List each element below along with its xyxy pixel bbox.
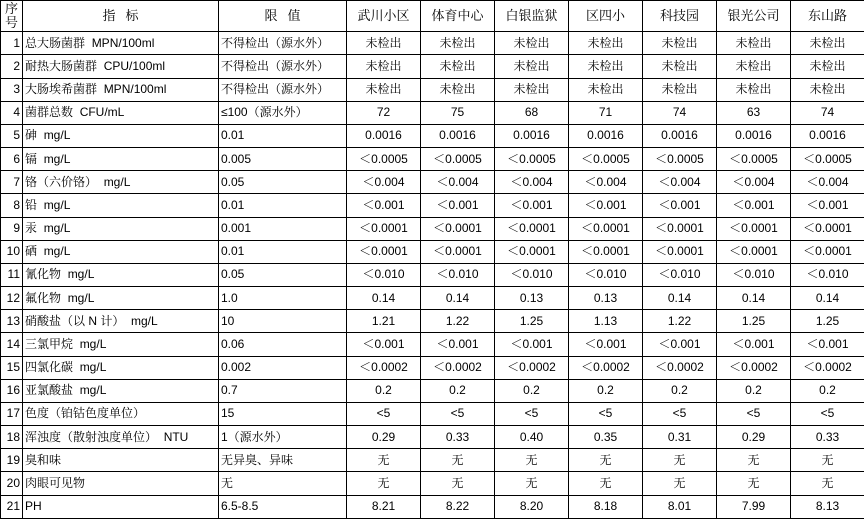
- measurement-value: ＜0.010: [347, 263, 421, 286]
- table-row: [1, 356, 864, 379]
- measurement-value: 未检出: [421, 78, 495, 101]
- indicator-name-cell: [23, 449, 219, 472]
- indicator-unit: mg/L: [79, 383, 107, 398]
- indicator-name: 氟化物: [25, 290, 62, 305]
- limit-value: 1（源水外）: [219, 426, 347, 449]
- indicator-unit: mg/L: [43, 197, 71, 212]
- measurement-value: 8.20: [495, 495, 569, 518]
- measurement-value: ＜0.0001: [495, 217, 569, 240]
- measurement-value: 0.14: [643, 287, 717, 310]
- indicator-name-cell: [23, 217, 219, 240]
- row-number: 8: [1, 194, 23, 217]
- indicator-unit: mg/L: [67, 267, 95, 282]
- measurement-value: ＜0.004: [495, 171, 569, 194]
- measurement-value: 0.14: [421, 287, 495, 310]
- table-row: [1, 148, 864, 171]
- measurement-value: 1.22: [421, 310, 495, 333]
- measurement-value: 无: [643, 472, 717, 495]
- row-number: 11: [1, 263, 23, 286]
- table-row: [1, 449, 864, 472]
- measurement-value: 0.31: [643, 426, 717, 449]
- measurement-value: ＜0.0002: [643, 356, 717, 379]
- measurement-value: ＜0.001: [347, 194, 421, 217]
- table-row: [1, 287, 864, 310]
- measurement-value: ＜0.010: [421, 263, 495, 286]
- measurement-value: 1.22: [643, 310, 717, 333]
- table-row: [1, 310, 864, 333]
- indicator-unit: MPN/100ml: [103, 82, 167, 96]
- measurement-value: 无: [717, 449, 791, 472]
- measurement-value: ＜0.004: [347, 171, 421, 194]
- measurement-value: 无: [421, 472, 495, 495]
- row-number: 9: [1, 217, 23, 240]
- column-header-no-line1: 序: [4, 0, 18, 16]
- row-number: 3: [1, 78, 23, 101]
- measurement-value: ＜0.0005: [495, 148, 569, 171]
- measurement-value: 无: [643, 449, 717, 472]
- indicator-name: PH: [25, 499, 42, 514]
- measurement-value: 未检出: [495, 78, 569, 101]
- column-header-site-0: 武川小区: [347, 1, 421, 32]
- limit-value: 0.7: [219, 379, 347, 402]
- table-row: [1, 55, 864, 78]
- measurement-value: 1.25: [495, 310, 569, 333]
- indicator-unit: NTU: [163, 429, 189, 444]
- measurement-value: 0.40: [495, 426, 569, 449]
- row-number: 17: [1, 402, 23, 425]
- limit-value: 无: [219, 472, 347, 495]
- table-row: [1, 263, 864, 286]
- indicator-unit: mg/L: [43, 128, 71, 143]
- measurement-value: 无: [421, 449, 495, 472]
- table-row: [1, 78, 864, 101]
- measurement-value: 未检出: [791, 55, 864, 78]
- indicator-name-cell: [23, 101, 219, 124]
- table-row: [1, 171, 864, 194]
- measurement-value: <5: [791, 402, 864, 425]
- indicator-name-cell: [23, 426, 219, 449]
- measurement-value: 71: [569, 101, 643, 124]
- measurement-value: 8.01: [643, 495, 717, 518]
- measurement-value: ＜0.0001: [717, 217, 791, 240]
- measurement-value: 8.22: [421, 495, 495, 518]
- measurement-value: ＜0.010: [717, 263, 791, 286]
- measurement-value: ＜0.0001: [643, 217, 717, 240]
- indicator-unit: CPU/100ml: [103, 58, 166, 73]
- row-number: 5: [1, 124, 23, 147]
- row-number: 13: [1, 310, 23, 333]
- indicator-name: 四氯化碳: [25, 360, 74, 375]
- measurement-value: ＜0.0001: [421, 217, 495, 240]
- indicator-unit: mg/L: [79, 336, 107, 351]
- measurement-value: <5: [717, 402, 791, 425]
- limit-value: ≤100（源水外）: [219, 101, 347, 124]
- row-number: 1: [1, 32, 23, 55]
- measurement-value: 未检出: [791, 78, 864, 101]
- indicator-unit: mg/L: [43, 221, 71, 236]
- measurement-value: 未检出: [791, 32, 864, 55]
- measurement-value: 8.18: [569, 495, 643, 518]
- limit-value: 不得检出（源水外）: [219, 32, 347, 55]
- indicator-name: 臭和味: [25, 452, 62, 467]
- measurement-value: ＜0.0005: [717, 148, 791, 171]
- indicator-unit: mg/L: [43, 244, 71, 259]
- row-number: 2: [1, 55, 23, 78]
- table-row: [1, 426, 864, 449]
- measurement-value: ＜0.0002: [347, 356, 421, 379]
- indicator-unit: mg/L: [79, 360, 107, 375]
- indicator-name-cell: [23, 379, 219, 402]
- measurement-value: 0.14: [347, 287, 421, 310]
- indicator-name-cell: [23, 356, 219, 379]
- limit-value: 0.005: [219, 148, 347, 171]
- row-number: 20: [1, 472, 23, 495]
- measurement-value: 63: [717, 101, 791, 124]
- measurement-value: 0.0016: [717, 124, 791, 147]
- indicator-name: 大肠埃希菌群: [25, 82, 98, 96]
- limit-value: 0.06: [219, 333, 347, 356]
- measurement-value: ＜0.0002: [717, 356, 791, 379]
- measurement-value: 0.0016: [643, 124, 717, 147]
- indicator-name-cell: [23, 263, 219, 286]
- measurement-value: 未检出: [495, 55, 569, 78]
- measurement-value: 0.14: [791, 287, 864, 310]
- measurement-value: ＜0.001: [569, 194, 643, 217]
- measurement-value: ＜0.0001: [717, 240, 791, 263]
- indicator-name: 亚氯酸盐: [25, 383, 74, 398]
- column-header-site-1: 体育中心: [421, 1, 495, 32]
- table-row: [1, 333, 864, 356]
- indicator-name: 铅: [25, 197, 38, 212]
- measurement-value: 0.14: [717, 287, 791, 310]
- measurement-value: 8.13: [791, 495, 864, 518]
- measurement-value: 未检出: [495, 32, 569, 55]
- indicator-name-cell: [23, 472, 219, 495]
- measurement-value: ＜0.0001: [347, 217, 421, 240]
- measurement-value: ＜0.0001: [791, 217, 864, 240]
- measurement-value: 未检出: [347, 32, 421, 55]
- indicator-name: 耐热大肠菌群: [25, 58, 98, 73]
- measurement-value: ＜0.0005: [347, 148, 421, 171]
- measurement-value: ＜0.001: [791, 333, 864, 356]
- row-number: 12: [1, 287, 23, 310]
- table-row: [1, 472, 864, 495]
- column-header-no: [1, 1, 23, 32]
- measurement-value: 74: [643, 101, 717, 124]
- measurement-value: ＜0.010: [791, 263, 864, 286]
- measurement-value: 未检出: [421, 32, 495, 55]
- indicator-name: 汞: [25, 221, 38, 236]
- table-row: [1, 217, 864, 240]
- measurement-value: ＜0.0001: [643, 240, 717, 263]
- indicator-name-cell: [23, 55, 219, 78]
- measurement-value: 未检出: [717, 78, 791, 101]
- measurement-value: ＜0.010: [643, 263, 717, 286]
- indicator-name-cell: [23, 124, 219, 147]
- measurement-value: 未检出: [717, 32, 791, 55]
- measurement-value: 0.2: [791, 379, 864, 402]
- measurement-value: ＜0.001: [421, 333, 495, 356]
- measurement-value: 0.33: [791, 426, 864, 449]
- measurement-value: 无: [569, 472, 643, 495]
- measurement-value: 未检出: [643, 32, 717, 55]
- indicator-name: 铬（六价铬）: [25, 174, 98, 189]
- column-header-site-3: 区四小: [569, 1, 643, 32]
- indicator-name-cell: [23, 310, 219, 333]
- measurement-value: 0.2: [347, 379, 421, 402]
- measurement-value: ＜0.010: [495, 263, 569, 286]
- measurement-value: ＜0.001: [717, 333, 791, 356]
- measurement-value: 0.2: [643, 379, 717, 402]
- table-row: [1, 495, 864, 518]
- indicator-unit: mg/L: [131, 313, 158, 328]
- indicator-name: 色度（铂钴色度单位）: [25, 406, 146, 421]
- measurement-value: ＜0.0002: [569, 356, 643, 379]
- measurement-value: 无: [347, 472, 421, 495]
- column-header-site-6: 东山路: [791, 1, 864, 32]
- column-header-limit: 限值: [219, 1, 347, 32]
- indicator-unit: MPN/100ml: [91, 35, 155, 50]
- indicator-unit: mg/L: [67, 290, 95, 305]
- measurement-value: ＜0.0005: [643, 148, 717, 171]
- measurement-value: 0.0016: [495, 124, 569, 147]
- measurement-value: 0.0016: [421, 124, 495, 147]
- measurement-value: 未检出: [717, 55, 791, 78]
- measurement-value: 无: [791, 449, 864, 472]
- row-number: 18: [1, 426, 23, 449]
- row-number: 14: [1, 333, 23, 356]
- limit-value: 0.002: [219, 356, 347, 379]
- measurement-value: 未检出: [347, 55, 421, 78]
- table-row: [1, 194, 864, 217]
- measurement-value: <5: [347, 402, 421, 425]
- measurement-value: ＜0.0001: [495, 240, 569, 263]
- measurement-value: ＜0.0001: [421, 240, 495, 263]
- measurement-value: ＜0.0005: [421, 148, 495, 171]
- limit-value: 0.05: [219, 263, 347, 286]
- measurement-value: ＜0.0001: [347, 240, 421, 263]
- indicator-name-cell: [23, 148, 219, 171]
- column-header-site-4: 科技园: [643, 1, 717, 32]
- table-row: [1, 240, 864, 263]
- limit-value: 0.05: [219, 171, 347, 194]
- measurement-value: ＜0.0005: [791, 148, 864, 171]
- measurement-value: 72: [347, 101, 421, 124]
- measurement-value: ＜0.004: [643, 171, 717, 194]
- measurement-value: 无: [717, 472, 791, 495]
- measurement-value: 74: [791, 101, 864, 124]
- row-number: 19: [1, 449, 23, 472]
- measurement-value: 75: [421, 101, 495, 124]
- measurement-value: 1.25: [717, 310, 791, 333]
- measurement-value: 0.2: [421, 379, 495, 402]
- measurement-value: 无: [347, 449, 421, 472]
- limit-value: 15: [219, 402, 347, 425]
- indicator-unit: mg/L: [43, 151, 71, 166]
- measurement-value: 无: [791, 472, 864, 495]
- indicator-name: 砷: [25, 128, 38, 143]
- column-header-site-5: 银光公司: [717, 1, 791, 32]
- measurement-value: ＜0.001: [495, 333, 569, 356]
- column-header-item: 指标: [23, 1, 219, 32]
- limit-value: 10: [219, 310, 347, 333]
- indicator-name-cell: [23, 194, 219, 217]
- measurement-value: 无: [569, 449, 643, 472]
- measurement-value: 无: [495, 449, 569, 472]
- row-number: 15: [1, 356, 23, 379]
- row-number: 6: [1, 148, 23, 171]
- measurement-value: ＜0.0001: [569, 217, 643, 240]
- indicator-name: 硝酸盐（以 N 计）: [25, 313, 125, 328]
- limit-value: 0.001: [219, 217, 347, 240]
- measurement-value: ＜0.004: [569, 171, 643, 194]
- measurement-value: <5: [495, 402, 569, 425]
- measurement-value: <5: [421, 402, 495, 425]
- limit-value: 0.01: [219, 240, 347, 263]
- measurement-value: ＜0.001: [421, 194, 495, 217]
- indicator-name: 浑浊度（散射浊度单位）: [25, 429, 158, 444]
- measurement-value: 未检出: [569, 32, 643, 55]
- row-number: 4: [1, 101, 23, 124]
- measurement-value: 0.2: [569, 379, 643, 402]
- measurement-value: 无: [495, 472, 569, 495]
- table-row: [1, 124, 864, 147]
- measurement-value: ＜0.001: [643, 333, 717, 356]
- measurement-value: ＜0.004: [791, 171, 864, 194]
- measurement-value: ＜0.001: [643, 194, 717, 217]
- row-number: 21: [1, 495, 23, 518]
- row-number: 10: [1, 240, 23, 263]
- measurement-value: ＜0.0002: [495, 356, 569, 379]
- indicator-name-cell: [23, 287, 219, 310]
- measurement-value: 0.29: [717, 426, 791, 449]
- measurement-value: ＜0.001: [791, 194, 864, 217]
- row-number: 7: [1, 171, 23, 194]
- limit-value: 不得检出（源水外）: [219, 55, 347, 78]
- indicator-name: 镉: [25, 151, 38, 166]
- measurement-value: ＜0.0001: [791, 240, 864, 263]
- indicator-name: 硒: [25, 244, 38, 259]
- measurement-value: 0.0016: [347, 124, 421, 147]
- measurement-value: ＜0.0005: [569, 148, 643, 171]
- measurement-value: 未检出: [643, 55, 717, 78]
- limit-value: 6.5-8.5: [219, 495, 347, 518]
- measurement-value: ＜0.0001: [569, 240, 643, 263]
- measurement-value: ＜0.004: [717, 171, 791, 194]
- measurement-value: ＜0.001: [569, 333, 643, 356]
- indicator-name-cell: [23, 78, 219, 101]
- indicator-name: 菌群总数: [25, 105, 74, 120]
- measurement-value: 68: [495, 101, 569, 124]
- table-row: [1, 379, 864, 402]
- measurement-value: ＜0.001: [495, 194, 569, 217]
- measurement-value: ＜0.001: [717, 194, 791, 217]
- measurement-value: <5: [569, 402, 643, 425]
- table-row: [1, 402, 864, 425]
- measurement-value: 未检出: [347, 78, 421, 101]
- measurement-value: 1.13: [569, 310, 643, 333]
- row-number: 16: [1, 379, 23, 402]
- measurement-value: 0.2: [717, 379, 791, 402]
- table-header-row: [1, 1, 864, 32]
- indicator-name-cell: [23, 333, 219, 356]
- indicator-unit: CFU/mL: [79, 105, 125, 120]
- measurement-value: 未检出: [421, 55, 495, 78]
- measurement-value: ＜0.001: [347, 333, 421, 356]
- measurement-value: 未检出: [569, 55, 643, 78]
- indicator-name-cell: [23, 495, 219, 518]
- measurement-value: 1.25: [791, 310, 864, 333]
- indicator-name: 氰化物: [25, 267, 62, 282]
- limit-value: 1.0: [219, 287, 347, 310]
- limit-value: 0.01: [219, 124, 347, 147]
- indicator-name: 肉眼可见物: [25, 475, 86, 490]
- indicator-name-cell: [23, 171, 219, 194]
- measurement-value: 未检出: [643, 78, 717, 101]
- measurement-value: 7.99: [717, 495, 791, 518]
- measurement-value: 8.21: [347, 495, 421, 518]
- limit-value: 0.01: [219, 194, 347, 217]
- table-row: [1, 32, 864, 55]
- column-header-site-2: 白银监狱: [495, 1, 569, 32]
- measurement-value: 未检出: [569, 78, 643, 101]
- indicator-name-cell: [23, 402, 219, 425]
- indicator-name-cell: [23, 32, 219, 55]
- measurement-value: ＜0.0002: [791, 356, 864, 379]
- measurement-value: 0.0016: [791, 124, 864, 147]
- indicator-unit: mg/L: [103, 174, 131, 189]
- limit-value: 无异臭、异味: [219, 449, 347, 472]
- measurement-value: 0.13: [569, 287, 643, 310]
- measurement-value: 0.2: [495, 379, 569, 402]
- measurement-value: 0.35: [569, 426, 643, 449]
- measurement-value: 0.13: [495, 287, 569, 310]
- measurement-value: ＜0.0002: [421, 356, 495, 379]
- measurement-value: ＜0.010: [569, 263, 643, 286]
- measurement-value: 0.33: [421, 426, 495, 449]
- indicator-name: 总大肠菌群: [25, 35, 86, 50]
- measurement-value: <5: [643, 402, 717, 425]
- limit-value: 不得检出（源水外）: [219, 78, 347, 101]
- column-header-no-line2: 号: [4, 15, 18, 31]
- indicator-name-cell: [23, 240, 219, 263]
- table-row: [1, 101, 864, 124]
- measurement-value: ＜0.004: [421, 171, 495, 194]
- measurement-value: 0.0016: [569, 124, 643, 147]
- measurement-value: 0.29: [347, 426, 421, 449]
- indicator-name: 三氯甲烷: [25, 336, 74, 351]
- measurement-value: 1.21: [347, 310, 421, 333]
